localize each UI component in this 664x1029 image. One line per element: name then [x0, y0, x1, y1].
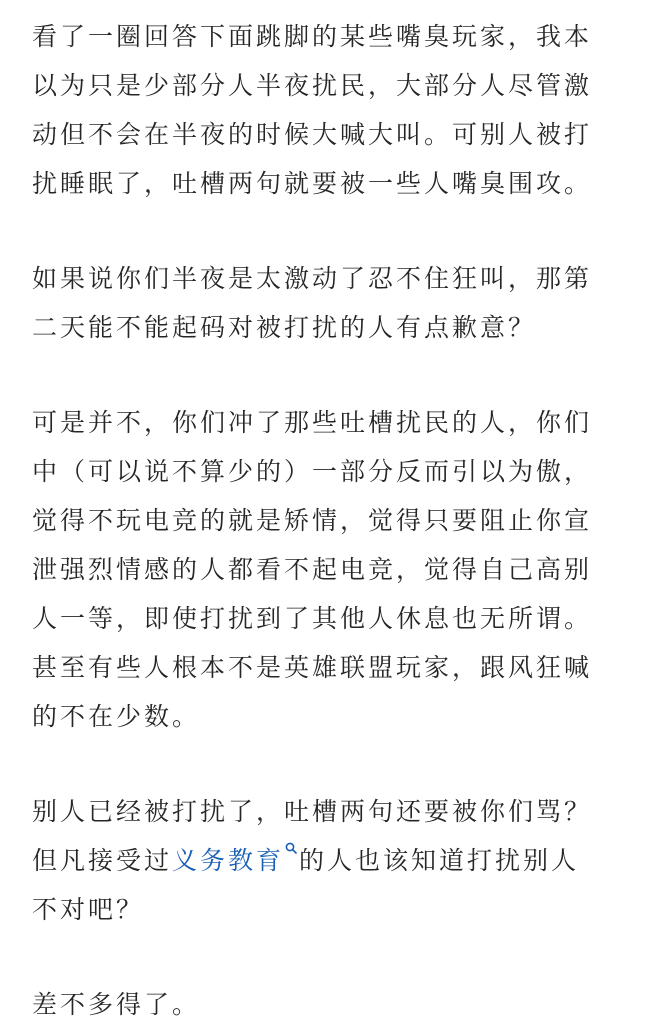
- text-line-with-link: [32, 836, 632, 885]
- paragraph-4: [32, 787, 632, 934]
- text-line: 以为只是少部分人半夜扰民，大部分人尽管激: [32, 71, 593, 100]
- paragraph-5: [32, 980, 632, 1029]
- article-body: [32, 12, 632, 1029]
- text-line: 看了一圈回答下面跳脚的某些嘴臭玩家，我本: [32, 22, 593, 51]
- text-line: 动但不会在半夜的时候大喊大叫。可别人被打: [32, 120, 593, 149]
- keyword-link-text[interactable]: 义务教育: [172, 846, 285, 875]
- text-line: 扰睡眠了，吐槽两句就要被一些人嘴臭围攻。: [32, 169, 593, 198]
- text-line: 别人已经被打扰了，吐槽两句还要被你们骂？: [32, 797, 593, 826]
- search-icon[interactable]: [285, 842, 297, 854]
- text-line: 人一等，即使打扰到了其他人休息也无所谓。: [32, 604, 593, 633]
- text-line: 中（可以说不算少的）一部分反而引以为傲，: [32, 457, 593, 486]
- text-segment: 但凡接受过: [32, 846, 173, 875]
- text-line: 甚至有些人根本不是英雄联盟玩家，跟风狂喊: [32, 653, 593, 682]
- text-line: 不对吧？: [32, 895, 145, 924]
- paragraph-2: [32, 254, 632, 352]
- text-line: 差不多得了。: [32, 990, 201, 1019]
- text-line: 泄强烈情感的人都看不起电竞，觉得自己高别: [32, 555, 593, 584]
- text-line: 二天能不能起码对被打扰的人有点歉意？: [32, 313, 537, 342]
- paragraph-3: [32, 398, 632, 741]
- keyword-link[interactable]: [172, 846, 299, 875]
- text-line: 的不在少数。: [32, 702, 201, 731]
- text-line: 觉得不玩电竞的就是矫情，觉得只要阻止你宣: [32, 506, 593, 535]
- text-line: 如果说你们半夜是太激动了忍不住狂叫，那第: [32, 264, 593, 293]
- paragraph-1: [32, 12, 632, 208]
- text-line: 可是并不，你们冲了那些吐槽扰民的人，你们: [32, 408, 593, 437]
- text-segment: 的人也该知道打扰别人: [299, 846, 580, 875]
